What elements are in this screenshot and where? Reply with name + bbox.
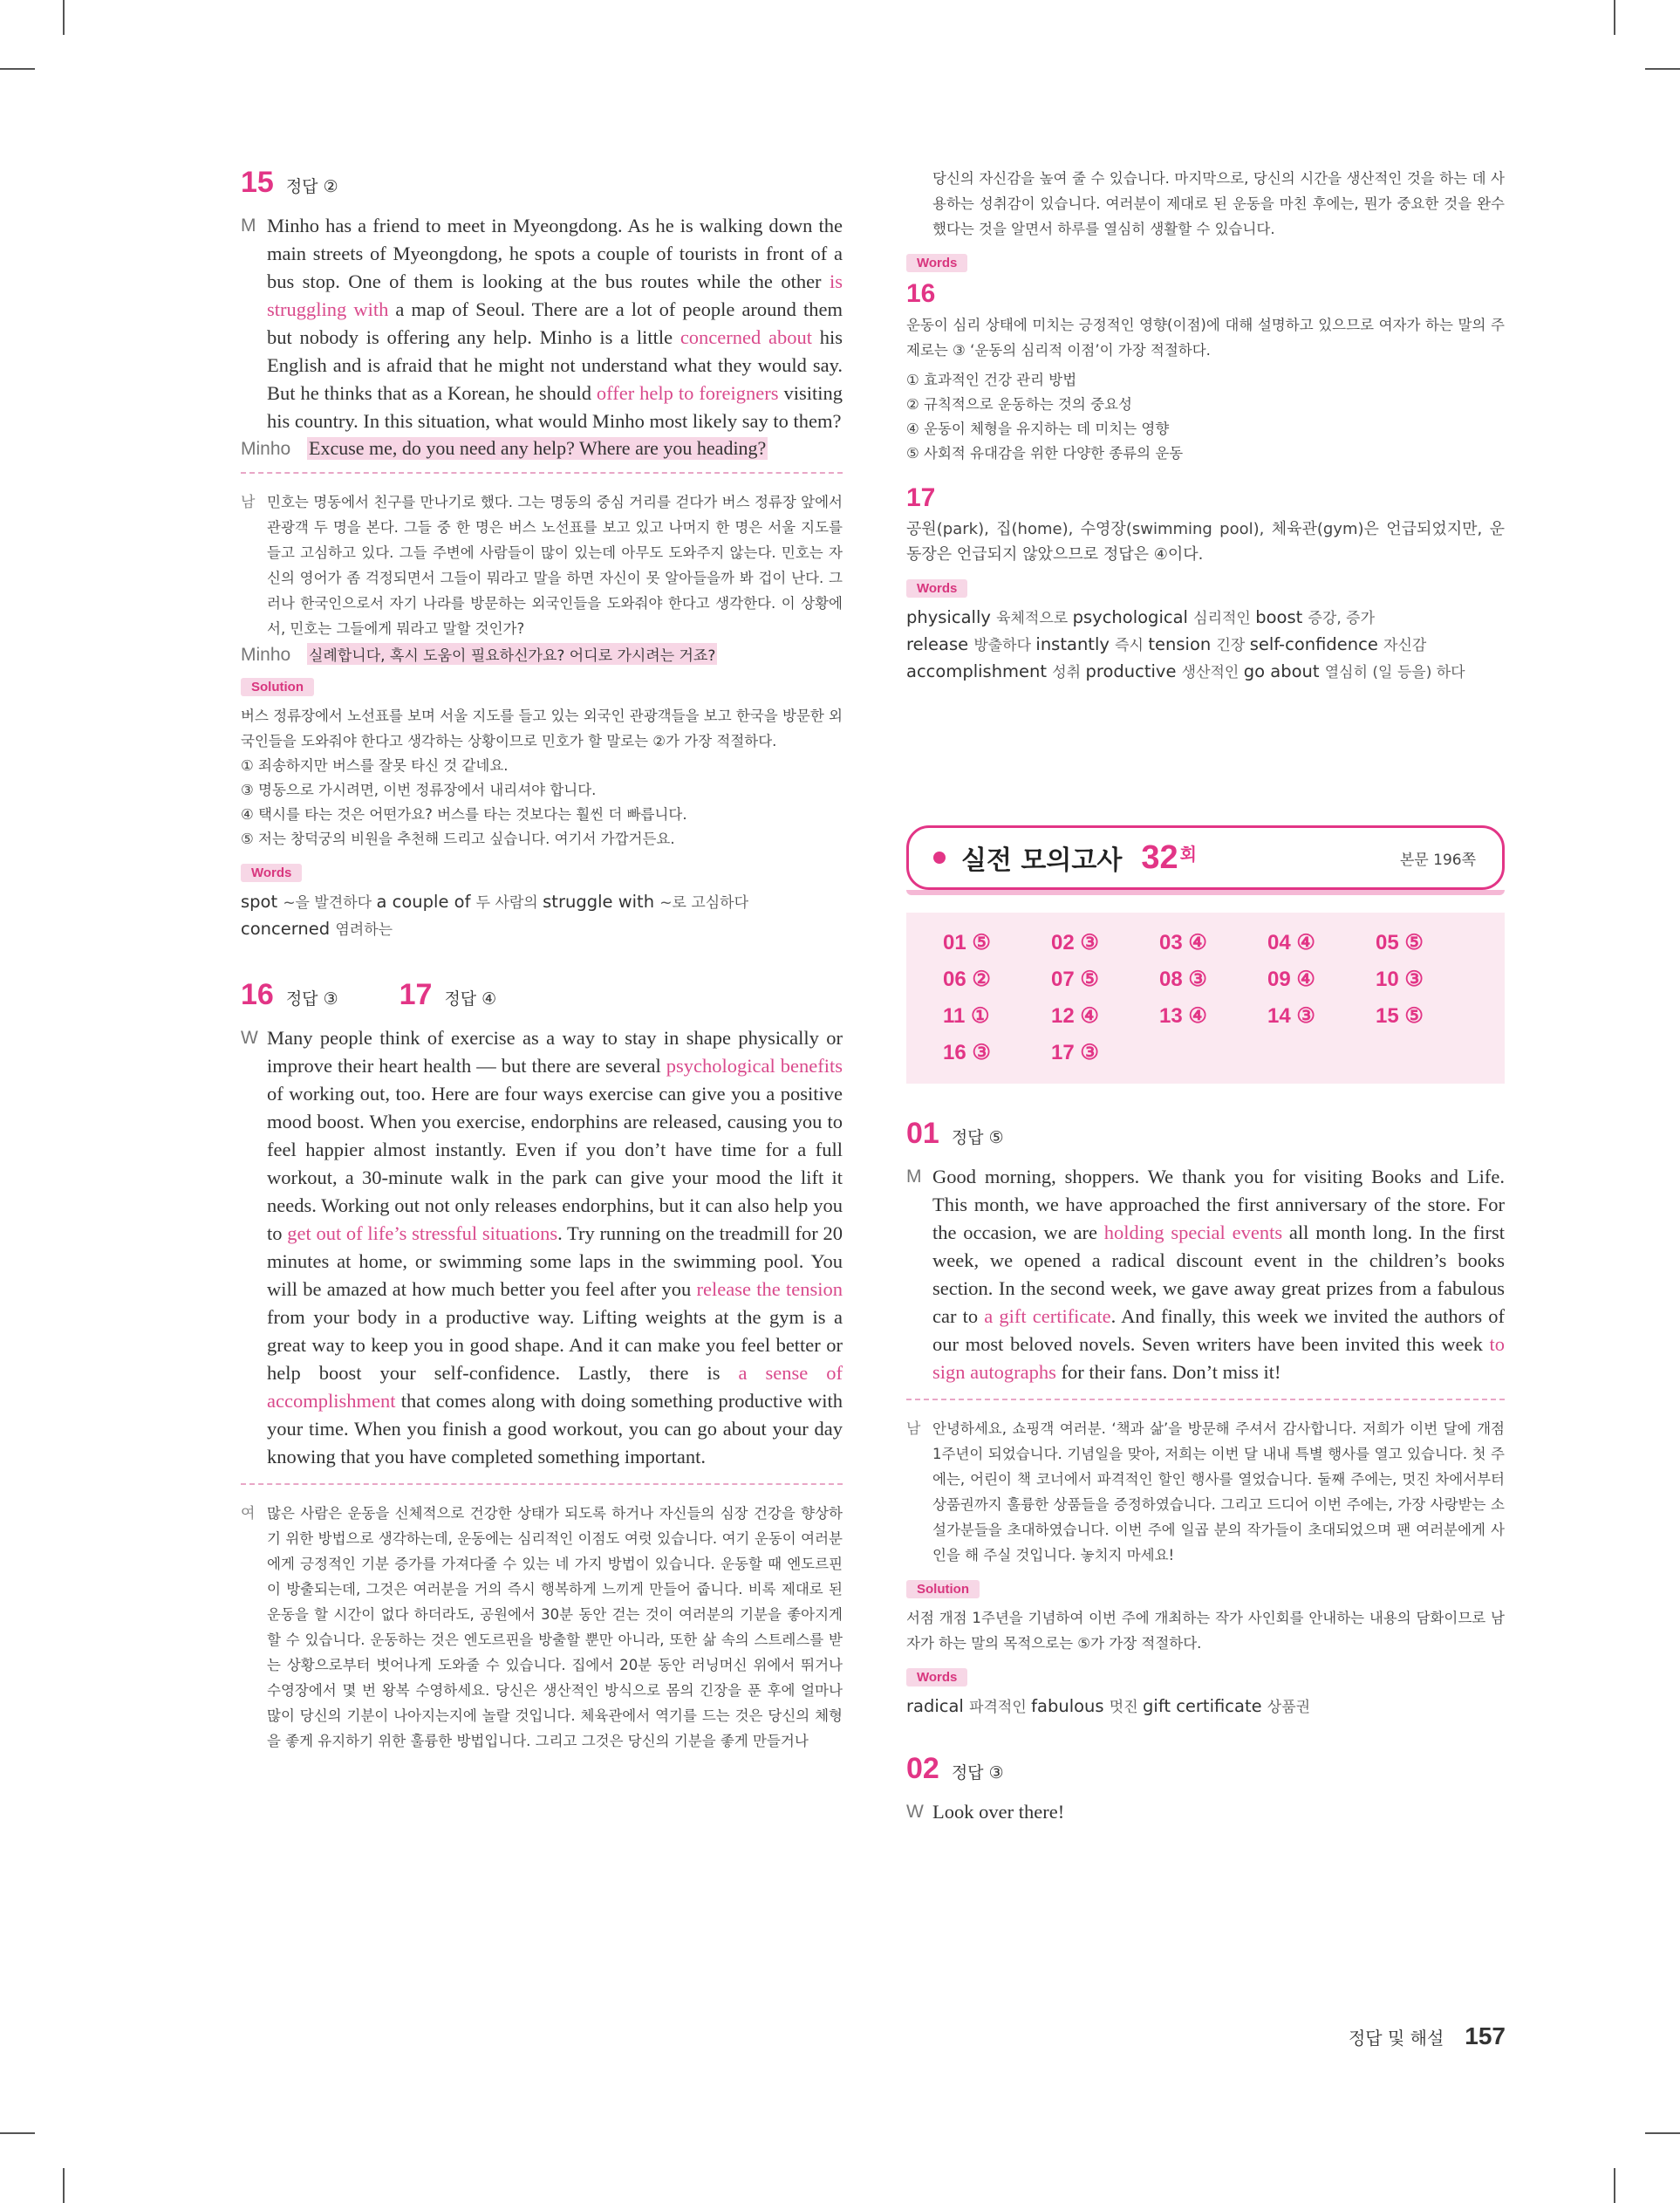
answer-label: 정답 ③ xyxy=(285,989,338,1009)
key-phrase: to sign autographs xyxy=(932,1333,1505,1383)
answer-key-cell: 17 ③ xyxy=(1051,1041,1099,1064)
answer-label: 정답 ② xyxy=(285,177,338,196)
question-header xyxy=(241,166,843,200)
mock-test-suffix: 회 xyxy=(1179,844,1197,865)
speaker-label: 남 xyxy=(241,494,256,510)
solution-16-text: 운동이 심리 상태에 미치는 긍정적인 영향(이점)에 대해 설명하고 있으므로 여자가 하는 말의 주제로는 ③ ‘운동의 심리적 이점’이 가장 적절하다. xyxy=(906,317,1505,359)
script-passage xyxy=(241,1024,843,1471)
answer-key-cell: 03 ④ xyxy=(1159,931,1207,954)
key-phrase: offer help to foreigners xyxy=(596,382,779,404)
script-passage xyxy=(906,1163,1505,1386)
question-15 xyxy=(241,166,843,943)
page-number: 157 xyxy=(1465,2022,1506,2049)
minho-answer xyxy=(241,437,843,460)
question-number: 16 xyxy=(241,978,274,1011)
question-number: 02 xyxy=(906,1752,939,1785)
vocab-meaning: 성취 xyxy=(1052,664,1086,681)
divider xyxy=(906,1399,1505,1400)
key-phrase: holding special events xyxy=(1103,1221,1283,1243)
vocab-term: psychological xyxy=(1072,607,1194,627)
option-item: ③ 명동으로 가시려면, 이번 정류장에서 내리셔야 합니다. xyxy=(241,782,597,798)
vocab-term: a couple of xyxy=(376,892,476,912)
answer-key-cell: 15 ⑤ xyxy=(1376,1004,1424,1028)
vocab-term: radical xyxy=(906,1696,970,1716)
passage-segment: Many people think of exercise as a way to stay in shape physically or improve their heart health — but there are several xyxy=(267,1027,843,1077)
vocab-term: instantly xyxy=(1035,634,1116,654)
answer-key-cell: 16 ③ xyxy=(943,1041,991,1064)
translation-answer xyxy=(241,643,843,666)
speaker-label: W xyxy=(241,1028,258,1048)
divider xyxy=(241,1483,843,1485)
vocab-meaning: 상품권 xyxy=(1267,1699,1311,1716)
vocab-meaning: 파격적인 xyxy=(969,1699,1032,1716)
vocab-line xyxy=(906,605,1505,632)
vocab-meaning: 두 사람의 xyxy=(475,894,543,912)
option-item: ⑤ 저는 창덕궁의 비원을 추천해 드리고 싶습니다. 여기서 가깝거든요. xyxy=(241,831,675,847)
vocab-meaning: 열심히 (일 등을) 하다 xyxy=(1324,664,1465,681)
right-column xyxy=(906,166,1505,1826)
vocab-term: gift certificate xyxy=(1143,1696,1267,1716)
passage-segment: . And finally, this week we invited the authors of our most beloved novels. Seven writers have been invited this week xyxy=(932,1305,1506,1355)
question-16-17 xyxy=(241,978,843,1754)
passage-segment: from your body in a productive way. Lifting weights at the gym is a great way to keep you in good shape. And it can make you feel better or help boost your self-confidence. Lastly, there is xyxy=(267,1306,843,1384)
solution-text: 버스 정류장에서 노선표를 보며 서울 지도를 들고 있는 외국인 관광객들을 보고 한국을 방문한 외국인들을 도와줘야 한다고 생각하는 상황이므로 민호가 할 말로는 ②가 가장 적절하다. xyxy=(241,708,843,749)
solution-16-header xyxy=(906,279,1505,309)
option-list xyxy=(906,368,1505,466)
page-footer xyxy=(1349,2022,1506,2050)
question-header xyxy=(241,978,843,1012)
vocab-term: boost xyxy=(1255,607,1308,627)
answer-sentence-korean: 실례합니다, 혹시 도움이 필요하신가요? 어디로 가시려는 거죠? xyxy=(307,643,717,665)
divider xyxy=(241,472,843,474)
vocab-meaning: 염려하는 xyxy=(335,921,393,939)
answer-key-cell: 02 ③ xyxy=(1051,931,1099,954)
question-number: 16 xyxy=(906,279,936,308)
crop-mark xyxy=(1614,0,1615,35)
solution-17-header xyxy=(906,483,1505,513)
vocab-meaning: ~로 고심하다 xyxy=(659,894,749,912)
vocab-meaning: 자신감 xyxy=(1383,637,1427,654)
answer-key-cell: 06 ② xyxy=(943,968,991,991)
answer-key-cell: 09 ④ xyxy=(1267,968,1315,991)
answer-key-cell: 10 ③ xyxy=(1376,968,1424,991)
vocab-term: concerned xyxy=(241,919,336,939)
key-phrase: a sense of accomplishment xyxy=(267,1362,843,1412)
question-number: 15 xyxy=(241,166,274,199)
words-tag: Words xyxy=(906,254,967,272)
words-tag: Words xyxy=(906,579,967,598)
vocab-line xyxy=(241,916,843,943)
question-02 xyxy=(906,1752,1505,1826)
mock-test-page-ref: 본문 196쪽 xyxy=(1399,851,1476,869)
solution-text: 서점 개점 1주년을 기념하여 이번 주에 개최하는 작가 사인회를 안내하는 내용의 담화이므로 남자가 하는 말의 목적으로는 ⑤가 가장 적절하다. xyxy=(906,1610,1505,1652)
option-list xyxy=(241,754,843,852)
passage-segment: for their fans. Don’t miss it! xyxy=(1055,1361,1281,1383)
answer-key-cell: 13 ④ xyxy=(1159,1004,1207,1028)
answer-sentence: Excuse me, do you need any help? Where are you heading? xyxy=(309,437,767,459)
crop-mark xyxy=(0,2132,35,2134)
solution-tag: Solution xyxy=(241,678,314,696)
script-passage xyxy=(241,212,843,435)
crop-mark xyxy=(1614,2168,1615,2203)
mock-test-number: 32 xyxy=(1141,838,1178,876)
speaker-label: 여 xyxy=(241,1505,256,1522)
speaker-label: 남 xyxy=(906,1420,921,1437)
answer-key-cell: 04 ④ xyxy=(1267,931,1315,954)
passage-segment: that comes along with doing something productive with your time. When you finish a good workout, you can go about your day knowing that you have completed something important. xyxy=(267,1390,843,1468)
vocabulary xyxy=(906,1693,1505,1721)
crop-mark xyxy=(1645,68,1680,70)
passage-segment: . Try running on the treadmill for 20 minutes at home, or swimming some laps in the swimming pool. You will be amazed at how much better you feel after you xyxy=(267,1222,843,1300)
translation xyxy=(906,1416,1505,1568)
passage-segment: a map of Seoul. There are a lot of people around them but nobody is offering any help. Minho is a little xyxy=(267,298,843,348)
answer-key-cell: 12 ④ xyxy=(1051,1004,1099,1028)
option-item: ① 효과적인 건강 관리 방법 xyxy=(906,372,1077,388)
vocabulary xyxy=(241,889,843,943)
translation xyxy=(241,1501,843,1754)
vocab-term: go about xyxy=(1243,661,1325,681)
vocab-meaning: 긴장 xyxy=(1216,637,1250,654)
words-tag: Words xyxy=(241,864,302,882)
translation xyxy=(241,489,843,641)
mock-test-title: 실전 모의고사 xyxy=(961,845,1123,876)
option-item: ① 죄송하지만 버스를 잘못 타신 것 같네요. xyxy=(241,757,509,774)
vocab-term: fabulous xyxy=(1031,1696,1110,1716)
vocab-line xyxy=(906,659,1505,686)
answer-label: 정답 ⑤ xyxy=(951,1128,1004,1147)
speaker-label: Minho xyxy=(241,439,291,459)
translation-text: 많은 사람은 운동을 신체적으로 건강한 상태가 되도록 하거나 자신들의 심장 건강을 향상하기 위한 방법으로 생각하는데, 운동에는 심리적인 이점도 여럿 있습니다. 여기 운동이 여러분에게 긍정적인 기분 증가를 가져다줄 수 있는 네 가지 방법이 있습니다. 운동할 때 엔도르핀이 방출되는데, 그것은 여러분을 거의 즉시 행복하게 느끼게 만들어 줍니다. 비록 제대로 된 운동을 할 시간이 없다 하더라도, 공원에서 30분 동안 걷는 것이 여러분의 기분을 좋아지게 할 수 있습니다. 운동하는 것은 엔도르핀을 방출할 뿐만 아니라, 또한 삶 속의 스트레스를 받는 상황으로부터 벗어나게 도와줄 수 있습니다. 집에서 20분 동안 러닝머신 위에서 뛰거나 수영장에서 몇 번 왕복 수영하세요. 당신은 생산적인 방식으로 몸의 긴장을 푼 후에 얼마나 많이 당신의 기분이 나아지는지에 놀랄 것입니다. 체육관에서 역기를 드는 것은 당신의 체형을 좋게 유지하기 위한 훌륭한 방법입니다. 그리고 그것은 당신의 기분을 좋게 만들거나 xyxy=(267,1505,843,1749)
answer-label: 정답 ④ xyxy=(444,989,497,1009)
passage-segment: all month long. In the first week, we opened a radical discount event in the children’s books section. In the second week, we gave away great prizes from a fabulous car to xyxy=(932,1221,1506,1327)
translation-text: 안녕하세요, 쇼핑객 여러분. ‘책과 삶’을 방문해 주셔서 감사합니다. 저희가 이번 달에 개점 1주년이 되었습니다. 기념일을 맞아, 저희는 이번 달 내내 특별 행사를 열고 있습니다. 첫 주에는, 어린이 책 코너에서 파격적인 할인 행사를 열었습니다. 둘째 주에는, 멋진 차에서부터 상품권까지 훌륭한 상품들을 증정하였습니다. 그리고 드디어 이번 주에는, 가장 사랑받는 소설가분들을 초대하였습니다. 이번 주에 일곱 분의 작가들이 초대되었으며 팬 여러분에게 사인을 해 주실 것입니다. 놓치지 마세요! xyxy=(932,1420,1505,1563)
option-item: ④ 택시를 타는 것은 어떤가요? 버스를 타는 것보다는 훨씬 더 빠릅니다. xyxy=(241,806,687,823)
crop-mark xyxy=(63,2168,65,2203)
option-item: ⑤ 사회적 유대감을 위한 다양한 종류의 운동 xyxy=(906,445,1184,462)
speaker-label: M xyxy=(906,1166,922,1187)
question-number: 01 xyxy=(906,1117,939,1150)
vocab-term: self-confidence xyxy=(1249,634,1384,654)
key-phrase: a gift certificate xyxy=(984,1305,1111,1327)
vocab-term: tension xyxy=(1148,634,1217,654)
footer-label: 정답 및 해설 xyxy=(1348,2028,1444,2049)
bullet-dot-icon xyxy=(933,852,946,864)
vocab-meaning: 육체적으로 xyxy=(996,610,1073,627)
crop-mark xyxy=(1645,2132,1680,2134)
speaker-label: M xyxy=(241,216,256,236)
key-phrase: psychological benefits xyxy=(666,1055,843,1077)
left-column xyxy=(241,166,843,1754)
mock-test-banner xyxy=(906,825,1505,890)
answer-key-cell: 07 ⑤ xyxy=(1051,968,1099,991)
question-header xyxy=(906,1117,1505,1151)
vocab-meaning: 멋진 xyxy=(1109,1699,1144,1716)
answer-label: 정답 ③ xyxy=(951,1763,1004,1782)
answer-key-cell: 05 ⑤ xyxy=(1376,931,1424,954)
script-passage xyxy=(906,1798,1505,1826)
question-number: 17 xyxy=(906,483,936,512)
vocab-meaning: 즉시 xyxy=(1115,637,1149,654)
vocab-meaning: 심리적인 xyxy=(1193,610,1256,627)
question-header xyxy=(906,1752,1505,1786)
vocab-line xyxy=(906,1693,1505,1721)
key-phrase: concerned about xyxy=(680,326,812,348)
passage-segment: of working out, too. Here are four ways exercise can give you a positive mood boost. When you exercise, endorphins are released, causing you to feel happier almost instantly. Even if you don’t have time for a full workout, a 30-minute walk in the park can give your mood the lift it needs. Working out not only releases endorphins, but it can also help you to xyxy=(267,1083,843,1244)
vocabulary xyxy=(906,605,1505,686)
vocab-term: struggle with xyxy=(543,892,660,912)
vocab-term: productive xyxy=(1085,661,1182,681)
option-item: ④ 운동이 체형을 유지하는 데 미치는 영향 xyxy=(906,421,1170,437)
vocab-meaning: ~을 발견하다 xyxy=(283,894,377,912)
option-item: ② 규칙적으로 운동하는 것의 중요성 xyxy=(906,396,1132,413)
translation-continued: 당신의 자신감을 높여 줄 수 있습니다. 마지막으로, 당신의 시간을 생산적인 것을 하는 데 사용하는 성취감이 있습니다. 여러분이 제대로 된 운동을 마친 후에는, 뭔가 중요한 것을 완수했다는 것을 알면서 하루를 열심히 생활할 수 있습니다. xyxy=(932,170,1505,237)
passage-text xyxy=(267,212,843,435)
vocab-meaning: 생산적인 xyxy=(1181,664,1244,681)
speaker-label: W xyxy=(906,1802,924,1822)
answer-key-cell: 08 ③ xyxy=(1159,968,1207,991)
key-phrase: is struggling with xyxy=(267,270,843,320)
passage-segment: Minho has a friend to meet in Myeongdong. As he is walking down the main streets of Myeongdong, he spots a couple of tourists in front of a bus stop. One of them is looking at the bus routes while the other xyxy=(267,215,843,292)
answer-key-grid xyxy=(906,913,1505,1084)
solution-tag: Solution xyxy=(906,1580,980,1598)
words-tag: Words xyxy=(906,1668,967,1686)
passage-text xyxy=(932,1163,1505,1386)
key-phrase: release the tension xyxy=(696,1278,843,1300)
passage-text: Look over there! xyxy=(932,1801,1065,1823)
answer-key-cell: 14 ③ xyxy=(1267,1004,1315,1028)
vocab-line xyxy=(241,889,843,916)
answer-key-cell: 11 ① xyxy=(943,1004,990,1028)
vocab-meaning: 증강, 증가 xyxy=(1308,610,1375,627)
crop-mark xyxy=(0,68,35,70)
vocab-term: spot xyxy=(241,892,283,912)
vocab-meaning: 방출하다 xyxy=(973,637,1036,654)
crop-mark xyxy=(63,0,65,35)
vocab-term: accomplishment xyxy=(906,661,1053,681)
passage-segment: his English and is afraid that he might not understand what they would say. But he thinks that as a Korean, he should xyxy=(267,326,843,404)
vocab-term: release xyxy=(906,634,974,654)
question-number: 17 xyxy=(399,978,433,1011)
vocab-line xyxy=(906,632,1505,659)
passage-segment: Good morning, shoppers. We thank you for visiting Books and Life. This month, we have approached the first anniversary of the store. For the occasion, we are xyxy=(932,1166,1505,1243)
solution-17-text: 공원(park), 집(home), 수영장(swimming pool), 체육관(gym)은 언급되었지만, 운동장은 언급되지 않았으므로 정답은 ④이다. xyxy=(906,520,1505,564)
passage-segment: visiting his country. In this situation, what would Minho most likely say to them? xyxy=(267,382,843,432)
key-phrase: get out of life’s stressful situations xyxy=(287,1222,558,1244)
speaker-label: Minho xyxy=(241,645,291,665)
answer-key-cell: 01 ⑤ xyxy=(943,931,991,954)
passage-text xyxy=(267,1024,843,1471)
question-01 xyxy=(906,1117,1505,1721)
translation-text: 민호는 명동에서 친구를 만나기로 했다. 그는 명동의 중심 거리를 걷다가 버스 정류장 앞에서 관광객 두 명을 본다. 그들 중 한 명은 버스 노선표를 보고 있고 나머지 한 명은 서울 지도를 들고 고심하고 있다. 그들 주변에 사람들이 많이 있는데 아무도 도와주지 않는다. 민호는 자신의 영어가 좀 걱정되면서 그들이 뭐라고 말을 하면 자신이 못 알아들을까 봐 겁이 난다. 그러나 한국인으로서 자기 나라를 방문하는 외국인들을 도와줘야 한다고 생각한다. 이 상황에서, 민호는 그들에게 뭐라고 말할 것인가? xyxy=(267,494,843,637)
vocab-term: physically xyxy=(906,607,997,627)
